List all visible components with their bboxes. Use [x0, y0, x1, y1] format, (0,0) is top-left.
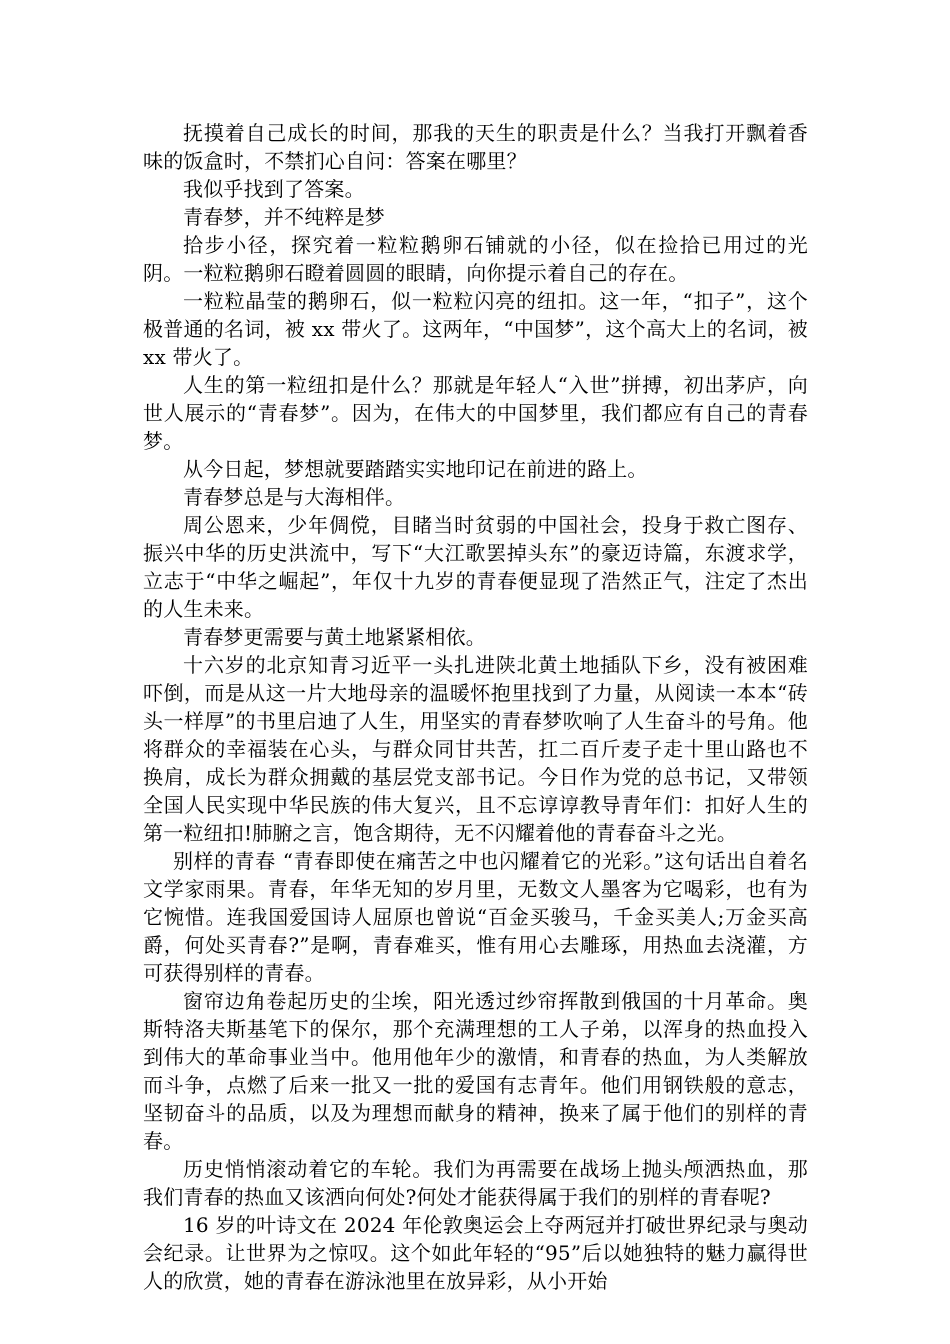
paragraph-15: 16 岁的叶诗文在 2024 年伦敦奥运会上夺两冠并打破世界纪录与奥动会纪录。让世界为之惊叹。这个如此年轻的“95”后以她独特的魅力赢得世人的欣赏，她的青春在游泳池里在放异彩，从小开始	[143, 1213, 808, 1293]
paragraph-5: 一粒粒晶莹的鹅卵石，似一粒粒闪亮的纽扣。这一年，“扣子”，这个极普通的名词，被 xx 带火了。这两年，“中国梦”，这个高大上的名词，被 xx 带火了。	[143, 289, 808, 369]
paragraph-8: 青春梦总是与大海相伴。	[183, 485, 406, 509]
paragraph-2: 我似乎找到了答案。	[183, 177, 365, 201]
document-body	[143, 119, 808, 1295]
section-heading-youth-dream: 青春梦，并不纯粹是梦	[183, 205, 385, 229]
paragraph-4: 拾步小径，探究着一粒粒鹅卵石铺就的小径，似在捡拾已用过的光阴。一粒粒鹅卵石瞪着圆圆的眼睛，向你提示着自己的存在。	[143, 233, 808, 285]
paragraph-10: 青春梦更需要与黄土地紧紧相依。	[183, 625, 486, 649]
paragraph-11: 十六岁的北京知青习近平一头扎进陕北黄土地插队下乡，没有被困难吓倒，而是从这一片大地母亲的温暖怀抱里找到了力量，从阅读一本本“砖头一样厚”的书里启迪了人生，用坚实的青春梦吹响了人生奋斗的号角。他将群众的幸福装在心头，与群众同甘共苦，扛二百斤麦子走十里山路也不换肩，成长为群众拥戴的基层党支部书记。今日作为党的总书记，又带领全国人民实现中华民族的伟大复兴，且不忘谆谆教导青年们：扣好人生的第一粒纽扣!肺腑之言，饱含期待，无不闪耀着他的青春奋斗之光。	[143, 653, 808, 845]
paragraph-7: 从今日起，梦想就要踏踏实实地印记在前进的路上。	[183, 457, 648, 481]
paragraph-14: 历史悄悄滚动着它的车轮。我们为再需要在战场上抛头颅洒热血，那我们青春的热血又该洒向何处?何处才能获得属于我们的别样的青春呢?	[143, 1157, 808, 1209]
paragraph-13: 窗帘边角卷起历史的尘埃，阳光透过纱帘挥散到俄国的十月革命。奥斯特洛夫斯基笔下的保尔，那个充满理想的工人子弟，以浑身的热血投入到伟大的革命事业当中。他用他年少的激情，和青春的热血，为人类解放而斗争，点燃了后来一批又一批的爱国有志青年。他们用钢铁般的意志，坚韧奋斗的品质，以及为理想而献身的精神，换来了属于他们的别样的青春。	[143, 989, 808, 1153]
paragraph-6: 人生的第一粒纽扣是什么？那就是年轻人“入世”拼搏，初出茅庐，向世人展示的“青春梦”。因为，在伟大的中国梦里，我们都应有自己的青春梦。	[143, 373, 808, 453]
paragraph-9: 周公恩来，少年倜傥，目睹当时贫弱的中国社会，投身于救亡图存、振兴中华的历史洪流中，写下“大江歌罢掉头东”的豪迈诗篇，东渡求学，立志于“中华之崛起”，年仅十九岁的青春便显现了浩然正气，注定了杰出的人生未来。	[143, 513, 808, 621]
paragraph-12: 别样的青春 “青春即使在痛苦之中也闪耀着它的光彩。”这句话出自着名文学家雨果。青春，年华无知的岁月里，无数文人墨客为它喝彩，也有为它惋惜。连我国爱国诗人屈原也曾说“百金买骏马，千金买美人;万金买高爵，何处买青春?”是啊，青春难买，惟有用心去雕琢，用热血去浇灌，方可获得别样的青春。	[143, 849, 808, 985]
paragraph-1: 抚摸着自己成长的时间，那我的天生的职责是什么？当我打开飘着香味的饭盒时，不禁扪心自问：答案在哪里？	[143, 121, 808, 173]
